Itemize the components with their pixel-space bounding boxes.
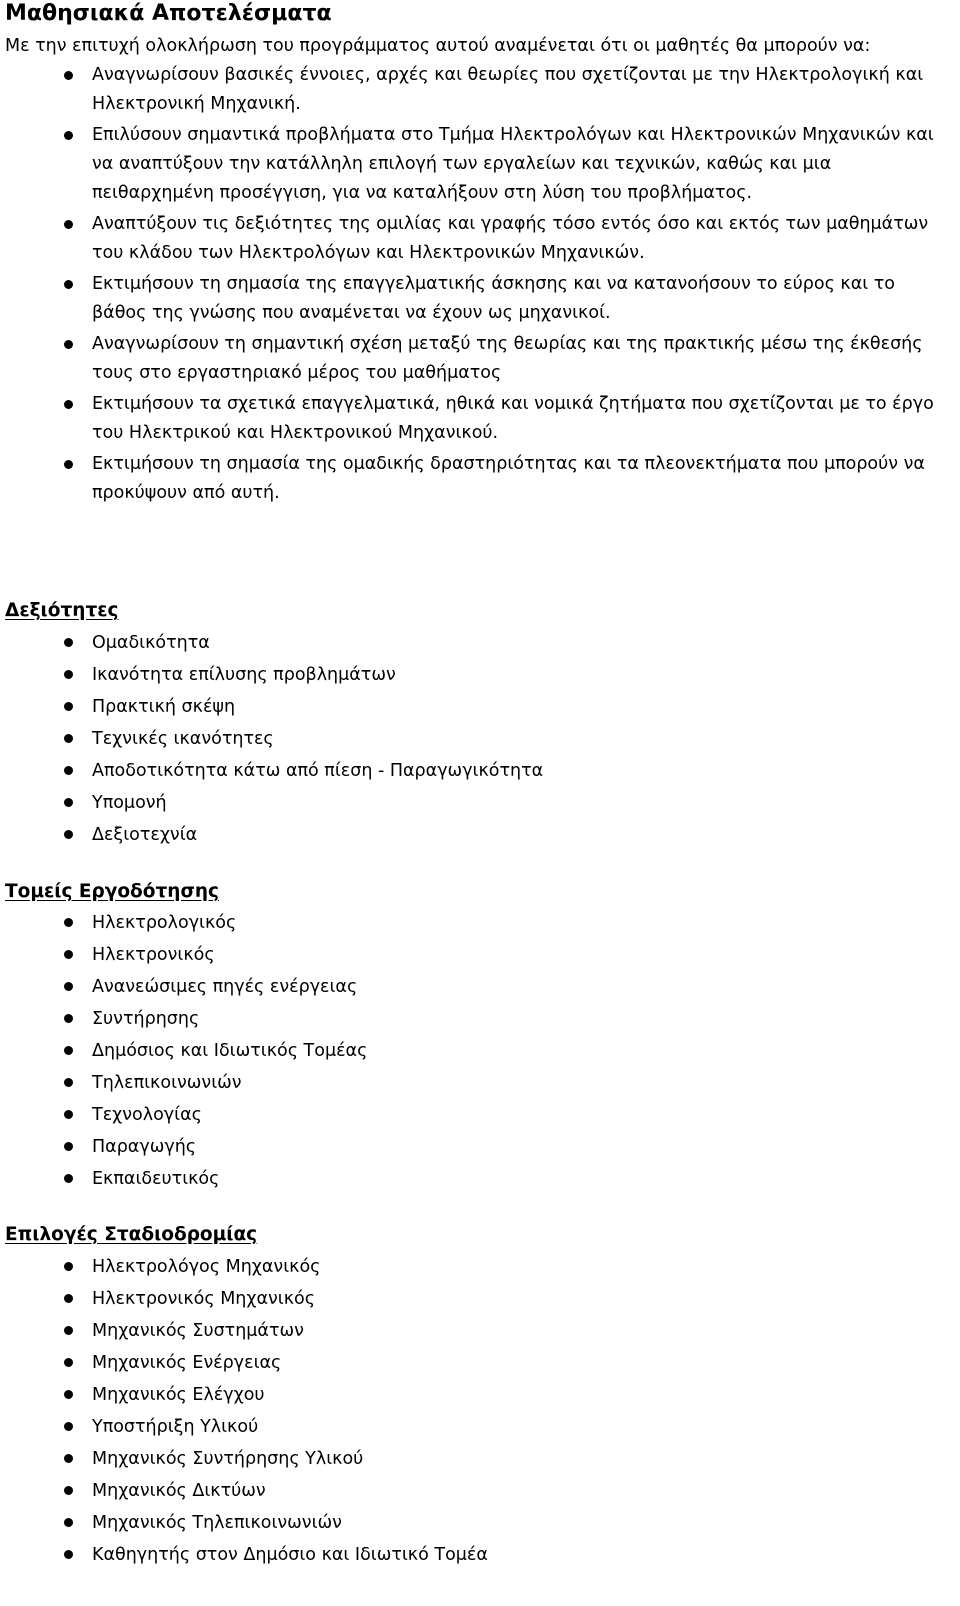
list-item-text: Μηχανικός Ελέγχου: [92, 1385, 265, 1405]
list-item-text: Ηλεκτρολογικός: [92, 913, 237, 933]
list-item-text: Μηχανικός Ενέργειας: [92, 1353, 282, 1373]
list-item: [0, 1164, 960, 1194]
list-item-text: Αναγνωρίσουν βασικές έννοιες, αρχές και θεωρίες που σχετίζονται με την Ηλεκτρολογική και Ηλεκτρονική Μηχανική.: [92, 65, 924, 114]
bullet-icon: [64, 1518, 73, 1527]
bullet-icon: [64, 1486, 73, 1495]
list-item: [0, 1284, 960, 1314]
list-item: [0, 1068, 960, 1098]
list-item: [0, 121, 944, 208]
skills-heading: Δεξιότητες: [5, 600, 119, 621]
list-item-text: Τεχνικές ικανότητες: [92, 729, 274, 749]
bullet-icon: [64, 1326, 73, 1335]
list-item: [0, 1348, 960, 1378]
bullet-icon: [64, 950, 73, 959]
list-item-text: Αναγνωρίσουν τη σημαντική σχέση μεταξύ της θεωρίας και της πρακτικής μέσω της έκθεσής τους στο εργαστηριακό μέρος του μαθήματος: [92, 334, 923, 383]
list-item: [0, 756, 960, 786]
skills-list: [0, 628, 960, 852]
bullet-icon: [64, 1142, 73, 1151]
intro-text: Με την επιτυχή ολοκλήρωση του προγράμματος αυτού αναμένεται ότι οι μαθητές θα μπορούν να:: [5, 36, 871, 56]
bullet-icon: [64, 280, 73, 289]
list-item: [0, 450, 944, 508]
list-item: [0, 940, 960, 970]
list-item: [0, 330, 944, 388]
bullet-icon: [64, 220, 73, 229]
list-item: [0, 61, 944, 119]
bullet-icon: [64, 400, 73, 409]
list-item: [0, 628, 960, 658]
list-item: [0, 660, 960, 690]
page-title: Μαθησιακά Αποτελέσματα: [5, 1, 332, 26]
bullet-icon: [64, 702, 73, 711]
bullet-icon: [64, 982, 73, 991]
career-options-heading: Επιλογές Σταδιοδρομίας: [5, 1224, 258, 1245]
list-item: [0, 390, 944, 448]
bullet-icon: [64, 340, 73, 349]
list-item: [0, 1380, 960, 1410]
learning-outcomes-list: [0, 61, 960, 510]
list-item: [0, 692, 960, 722]
list-item-text: Μηχανικός Συστημάτων: [92, 1321, 304, 1341]
list-item-text: Αναπτύξουν τις δεξιότητες της ομιλίας και γραφής τόσο εντός όσο και εκτός των μαθημάτων του κλάδου των Ηλεκτρολόγων και Ηλεκτρονικών Μηχανικών.: [92, 214, 929, 263]
list-item: [0, 908, 960, 938]
employment-sectors-heading: Τομείς Εργοδότησης: [5, 881, 219, 902]
list-item-text: Παραγωγής: [92, 1137, 197, 1157]
list-item: [0, 1132, 960, 1162]
list-item-text: Υπομονή: [92, 793, 167, 813]
list-item-text: Μηχανικός Τηλεπικοινωνιών: [92, 1513, 342, 1533]
bullet-icon: [64, 830, 73, 839]
list-item-text: Επιλύσουν σημαντικά προβλήματα στο Τμήμα Ηλεκτρολόγων και Ηλεκτρονικών Μηχανικών και να αναπτύξουν την κατάλληλη επιλογή των εργαλείων και τεχνικών, καθώς και μια πειθαρχημένη προσέγγιση, για να καταλήξουν στη λύση του προβλήματος.: [92, 125, 934, 203]
list-item: [0, 820, 960, 850]
list-item-text: Συντήρησης: [92, 1009, 200, 1029]
list-item-text: Εκπαιδευτικός: [92, 1169, 220, 1189]
list-item-text: Εκτιμήσουν τα σχετικά επαγγελματικά, ηθικά και νομικά ζητήματα που σχετίζονται με το έργο του Ηλεκτρικού και Ηλεκτρονικού Μηχανικού.: [92, 394, 934, 443]
bullet-icon: [64, 918, 73, 927]
list-item-text: Ηλεκτρονικός Μηχανικός: [92, 1289, 316, 1309]
bullet-icon: [64, 1390, 73, 1399]
list-item: [0, 1412, 960, 1442]
bullet-icon: [64, 1550, 73, 1559]
list-item: [0, 1036, 960, 1066]
bullet-icon: [64, 670, 73, 679]
list-item-text: Ηλεκτρολόγος Μηχανικός: [92, 1257, 321, 1277]
list-item: [0, 1252, 960, 1282]
list-item-text: Τηλεπικοινωνιών: [92, 1073, 242, 1093]
list-item-text: Τεχνολογίας: [92, 1105, 202, 1125]
bullet-icon: [64, 766, 73, 775]
bullet-icon: [64, 460, 73, 469]
career-options-list: [0, 1252, 960, 1572]
list-item-text: Ομαδικότητα: [92, 633, 210, 653]
bullet-icon: [64, 1110, 73, 1119]
employment-sectors-list: [0, 908, 960, 1196]
bullet-icon: [64, 71, 73, 80]
list-item-text: Καθηγητής στον Δημόσιο και Ιδιωτικό Τομέα: [92, 1545, 488, 1565]
list-item-text: Πρακτική σκέψη: [92, 697, 236, 717]
list-item-text: Ικανότητα επίλυσης προβλημάτων: [92, 665, 396, 685]
list-item-text: Ανανεώσιμες πηγές ενέργειας: [92, 977, 358, 997]
list-item: [0, 270, 944, 328]
list-item: [0, 1444, 960, 1474]
list-item-text: Υποστήριξη Υλικού: [92, 1417, 259, 1437]
list-item-text: Εκτιμήσουν τη σημασία της ομαδικής δραστηριότητας και τα πλεονεκτήματα που μπορούν να προκύψουν από αυτή.: [92, 454, 925, 503]
bullet-icon: [64, 734, 73, 743]
list-item-text: Μηχανικός Δικτύων: [92, 1481, 266, 1501]
list-item: [0, 1508, 960, 1538]
list-item-text: Ηλεκτρονικός: [92, 945, 215, 965]
list-item: [0, 210, 944, 268]
bullet-icon: [64, 1454, 73, 1463]
list-item: [0, 1316, 960, 1346]
list-item: [0, 1100, 960, 1130]
bullet-icon: [64, 1014, 73, 1023]
bullet-icon: [64, 1422, 73, 1431]
list-item: [0, 1540, 960, 1570]
bullet-icon: [64, 798, 73, 807]
list-item: [0, 724, 960, 754]
list-item: [0, 972, 960, 1002]
bullet-icon: [64, 1046, 73, 1055]
bullet-icon: [64, 1294, 73, 1303]
list-item: [0, 1476, 960, 1506]
list-item: [0, 1004, 960, 1034]
bullet-icon: [64, 1262, 73, 1271]
bullet-icon: [64, 1358, 73, 1367]
bullet-icon: [64, 1174, 73, 1183]
list-item-text: Εκτιμήσουν τη σημασία της επαγγελματικής άσκησης και να κατανοήσουν το εύρος και το βάθος της γνώσης που αναμένεται να έχουν ως μηχανικοί.: [92, 274, 895, 323]
bullet-icon: [64, 1078, 73, 1087]
list-item-text: Αποδοτικότητα κάτω από πίεση - Παραγωγικότητα: [92, 761, 544, 781]
list-item-text: Δημόσιος και Ιδιωτικός Τομέας: [92, 1041, 368, 1061]
bullet-icon: [64, 131, 73, 140]
list-item: [0, 788, 960, 818]
bullet-icon: [64, 638, 73, 647]
list-item-text: Δεξιοτεχνία: [92, 825, 198, 845]
list-item-text: Μηχανικός Συντήρησης Υλικού: [92, 1449, 364, 1469]
